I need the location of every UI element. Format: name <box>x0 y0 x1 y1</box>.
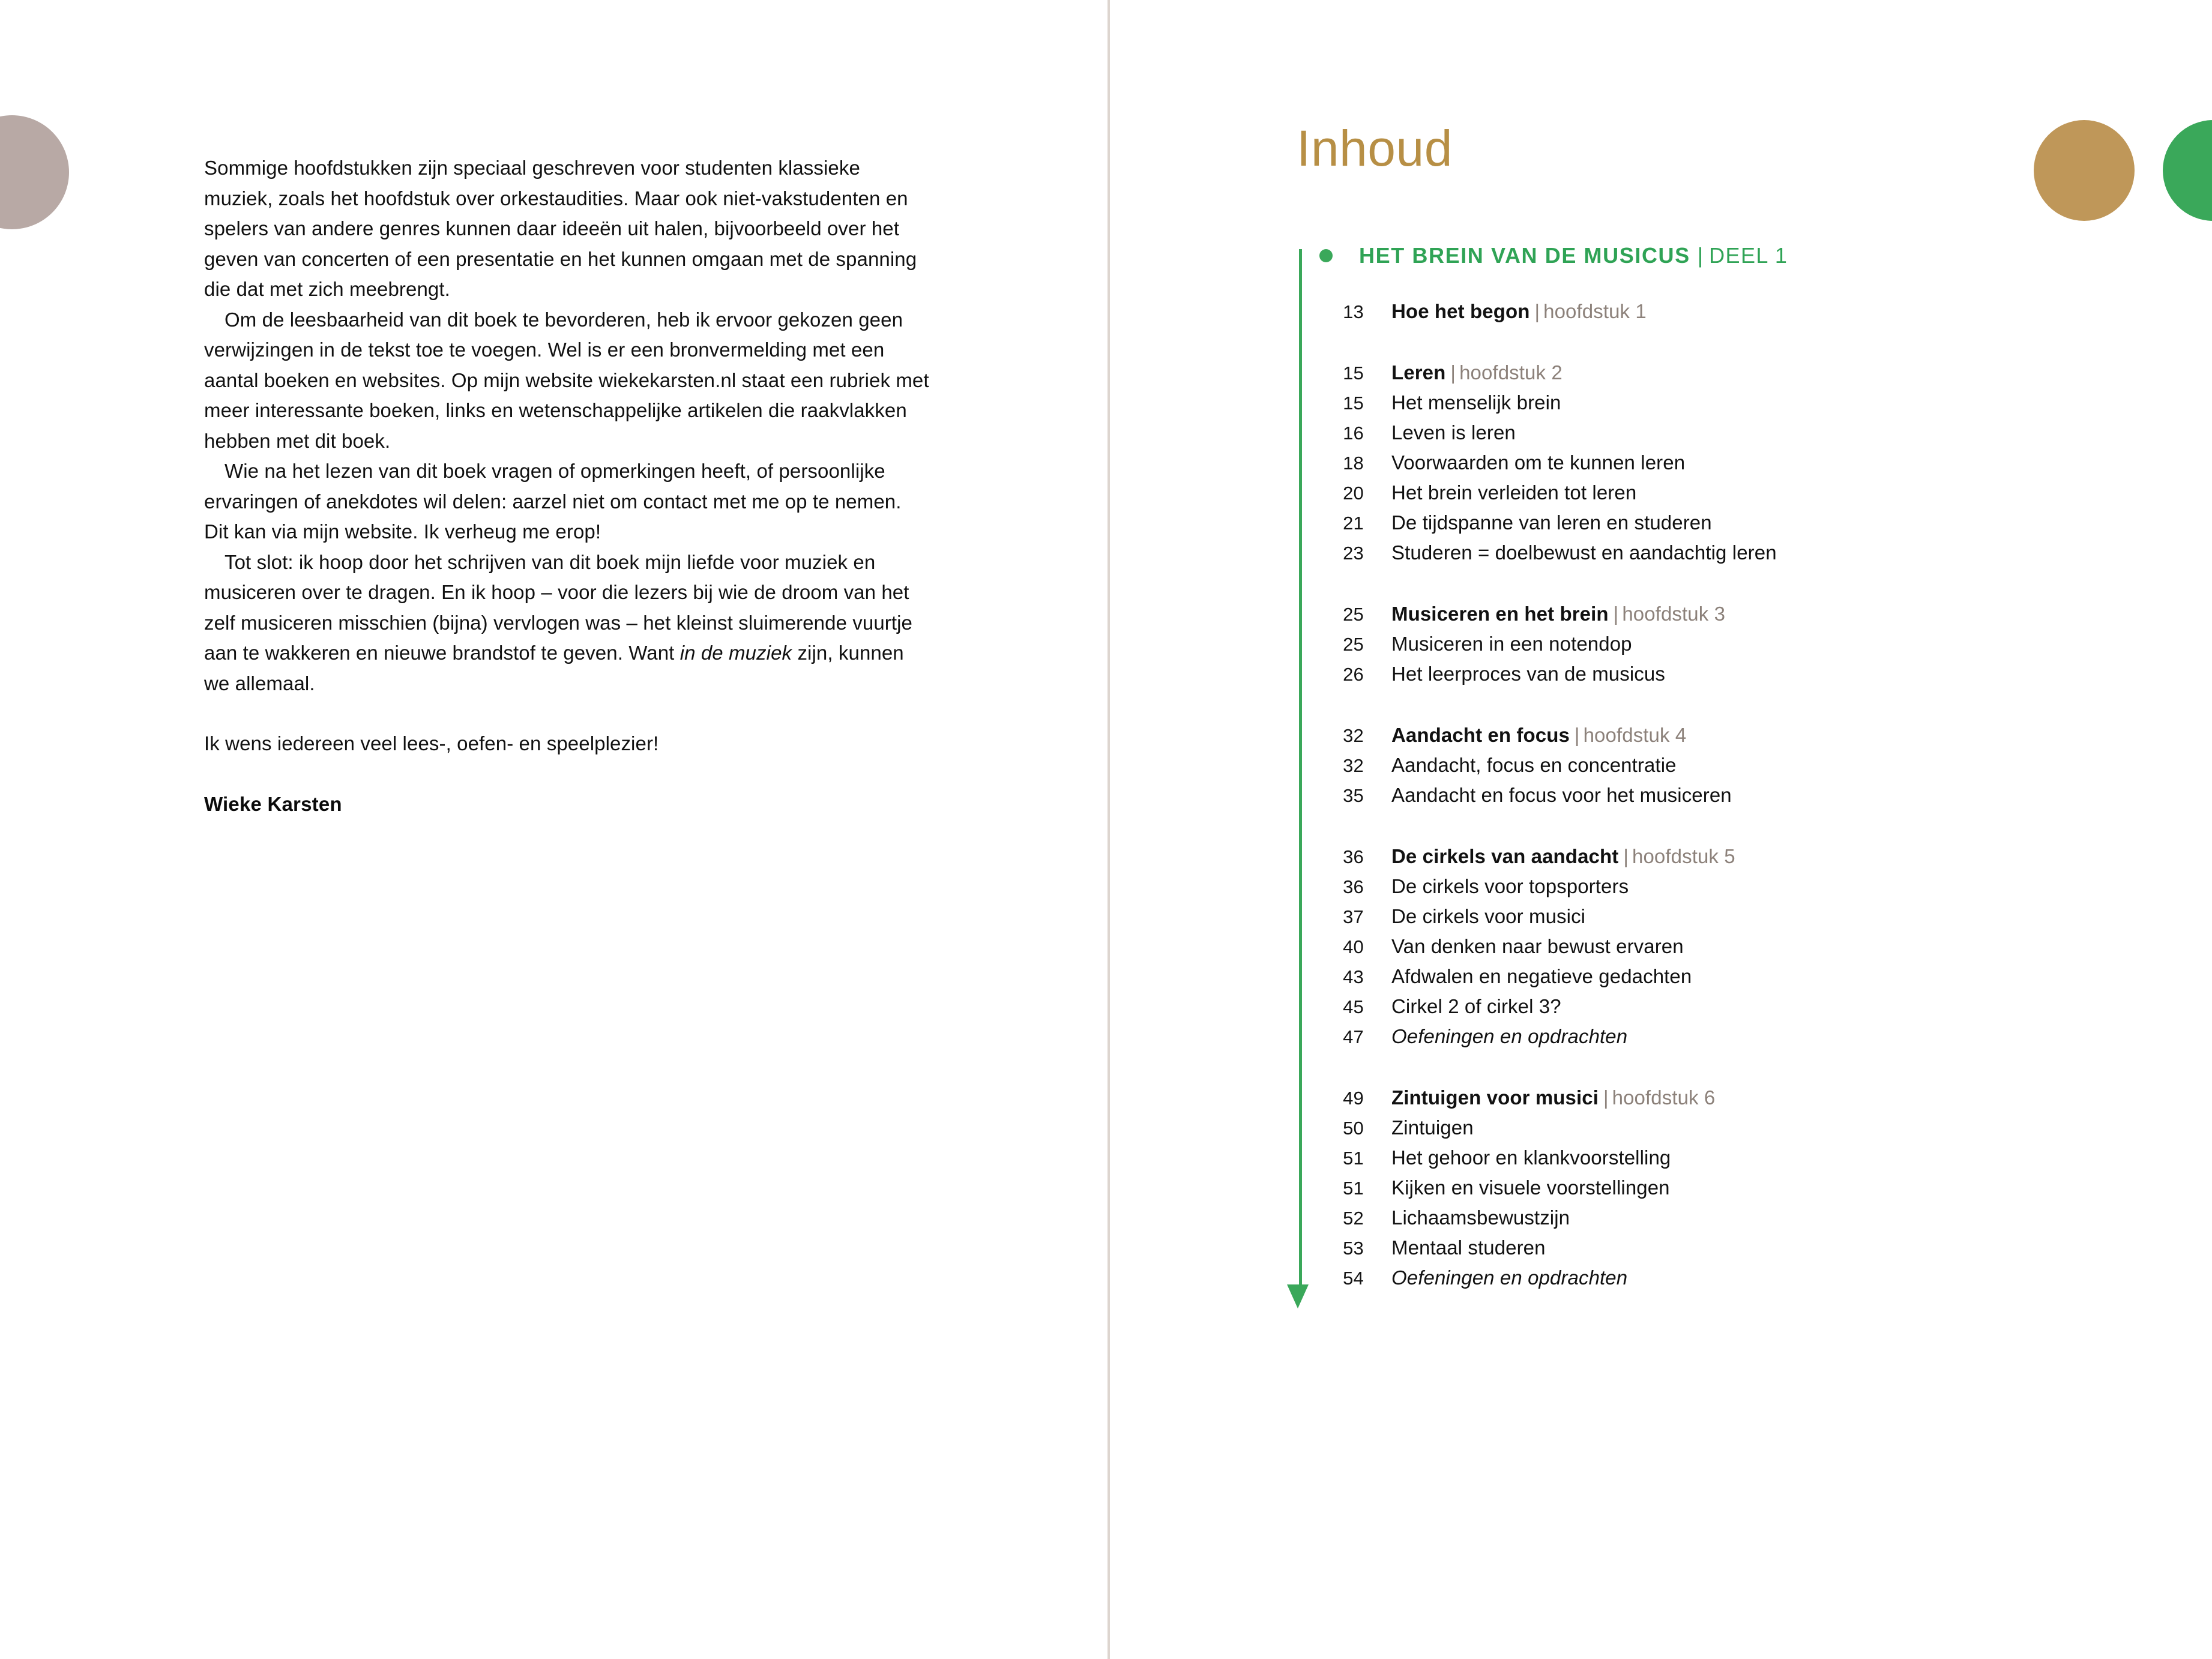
toc-entry-row[interactable] <box>1297 421 2101 451</box>
paragraph-4 <box>204 547 930 699</box>
toc-entry-label: Cirkel 2 of cirkel 3? <box>1391 995 1561 1017</box>
toc-suffix-text: hoofdstuk 6 <box>1612 1086 1716 1109</box>
toc-suffix-separator: | <box>1450 361 1456 384</box>
toc-entry-label: Voorwaarden om te kunnen leren <box>1391 451 1686 474</box>
toc-page-number: 15 <box>1343 363 1364 384</box>
toc-entry-label: Kijken en visuele voorstellingen <box>1391 1176 1670 1199</box>
toc-entry-row[interactable] <box>1297 784 2101 814</box>
toc-chapter-row[interactable] <box>1297 361 2101 391</box>
toc-suffix-separator: | <box>1534 300 1540 322</box>
toc-entry-label: Musiceren en het brein | hoofdstuk 3 <box>1391 603 1726 625</box>
toc-entry-label: Leven is leren <box>1391 421 1516 444</box>
toc-chapter-row[interactable] <box>1297 300 2101 330</box>
toc-entry-row[interactable] <box>1297 1266 2101 1296</box>
toc-suffix-text: hoofdstuk 5 <box>1632 845 1735 867</box>
toc-page-number: 49 <box>1343 1088 1364 1109</box>
toc-entry-label: Het menselijk brein <box>1391 391 1561 414</box>
toc-page-number: 53 <box>1343 1238 1364 1259</box>
toc-suffix-separator: | <box>1623 845 1629 867</box>
toc-group <box>1297 361 2101 571</box>
toc-suffix-text: hoofdstuk 2 <box>1459 361 1563 384</box>
toc-suffix-text: hoofdstuk 4 <box>1583 724 1687 746</box>
toc-entry-label: Lichaamsbewustzijn <box>1391 1206 1570 1229</box>
toc-chapter-suffix <box>1618 845 1735 867</box>
toc-entry-label: De cirkels voor musici <box>1391 905 1586 927</box>
toc-group <box>1297 1086 2101 1296</box>
toc-page-number: 52 <box>1343 1208 1364 1229</box>
toc-entry-label: Aandacht en focus | hoofdstuk 4 <box>1391 724 1687 746</box>
paragraph-4-italic-phrase: in de muziek <box>680 642 792 664</box>
toc-page-number: 18 <box>1343 453 1364 474</box>
decorative-circle-gold <box>2034 120 2135 221</box>
paragraph-3: Wie na het lezen van dit boek vragen of opmerkingen heeft, of persoonlijke ervaringen of anekdotes wil delen: aarzel niet om contact met me op te nemen. Dit kan via mijn website. Ik verheug me erop! <box>204 460 902 543</box>
paragraph-2: Om de leesbaarheid van dit boek te bevorderen, heb ik ervoor gekozen geen verwijzingen in de tekst toe te voegen. Wel is er een bronvermelding met een aantal boeken en websites. Op mijn website wiekekarsten.nl staat een rubriek met meer interessante boeken, links en wetenschappelijke artikelen die raakvlakken hebben met dit boek. <box>204 308 929 452</box>
toc-entry-row[interactable] <box>1297 875 2101 905</box>
toc-group <box>1297 724 2101 814</box>
toc-page-number: 47 <box>1343 1026 1364 1047</box>
toc-section-part: DEEL 1 <box>1709 243 1788 268</box>
toc-entry-label: De tijdspanne van leren en studeren <box>1391 511 1712 534</box>
toc-page-number: 32 <box>1343 725 1364 746</box>
closing-line: Ik wens iedereen veel lees-, oefen- en speelplezier! <box>204 732 659 754</box>
toc-page-number: 36 <box>1343 876 1364 897</box>
page-title: Inhoud <box>1297 120 1453 176</box>
toc-page-number: 25 <box>1343 634 1364 655</box>
toc-section-header <box>1297 243 1788 268</box>
toc-suffix-separator: | <box>1613 603 1619 625</box>
toc-suffix-separator: | <box>1603 1086 1609 1109</box>
toc-chapter-suffix <box>1445 361 1562 384</box>
toc-entry-label: Het gehoor en klankvoorstelling <box>1391 1146 1671 1169</box>
toc-list <box>1297 300 2101 1328</box>
toc-entry-label: Aandacht en focus voor het musiceren <box>1391 784 1732 806</box>
toc-entry-label: Van denken naar bewust ervaren <box>1391 935 1684 957</box>
toc-entry-label: Afdwalen en negatieve gedachten <box>1391 965 1692 987</box>
toc-entry-row[interactable] <box>1297 451 2101 481</box>
toc-entry-row[interactable] <box>1297 1116 2101 1146</box>
toc-entry-row[interactable] <box>1297 965 2101 995</box>
toc-chapter-row[interactable] <box>1297 1086 2101 1116</box>
toc-page-number: 51 <box>1343 1148 1364 1169</box>
toc-page-number: 51 <box>1343 1178 1364 1199</box>
paragraph-4-before: Tot slot: ik hoop door het schrijven van dit boek mijn liefde voor muziek en musiceren over te dragen. En ik hoop – voor die lezers bij wie de droom van het zelf musiceren misschien (bijna) vervlogen was – het kleinst sluimerende vuurtje aan te wakkeren en nieuwe brandstof te geven. Want <box>204 550 913 664</box>
toc-entry-label: Het brein verleiden tot leren <box>1391 481 1637 504</box>
toc-entry-row[interactable] <box>1297 995 2101 1025</box>
toc-page-number: 40 <box>1343 936 1364 957</box>
toc-chapter-row[interactable] <box>1297 603 2101 633</box>
toc-group <box>1297 300 2101 330</box>
toc-entry-label: Zintuigen <box>1391 1116 1474 1139</box>
toc-entry-label: Oefeningen en opdrachten <box>1391 1266 1628 1289</box>
toc-page-number: 23 <box>1343 543 1364 564</box>
toc-entry-row[interactable] <box>1297 1176 2101 1206</box>
toc-entry-row[interactable] <box>1297 481 2101 511</box>
toc-page-number: 20 <box>1343 483 1364 504</box>
toc-group <box>1297 845 2101 1055</box>
toc-entry-label: Zintuigen voor musici | hoofdstuk 6 <box>1391 1086 1716 1109</box>
toc-chapter-suffix <box>1599 1086 1715 1109</box>
toc-page-number: 16 <box>1343 423 1364 444</box>
toc-page-number: 37 <box>1343 906 1364 927</box>
toc-page-number: 36 <box>1343 846 1364 867</box>
toc-entry-label: Musiceren in een notendop <box>1391 633 1632 655</box>
decorative-circle-green <box>2163 120 2212 221</box>
toc-entry-row[interactable] <box>1297 511 2101 541</box>
toc-entry-row[interactable] <box>1297 541 2101 571</box>
page-gutter-divider <box>1108 0 1110 1659</box>
toc-entry-row[interactable] <box>1297 905 2101 935</box>
toc-page-number: 50 <box>1343 1118 1364 1139</box>
toc-entry-label: Mentaal studeren <box>1391 1236 1546 1259</box>
toc-entry-label: Oefeningen en opdrachten <box>1391 1025 1628 1047</box>
toc-entry-label: De cirkels voor topsporters <box>1391 875 1629 897</box>
left-page <box>204 153 930 819</box>
toc-page-number: 32 <box>1343 755 1364 776</box>
preface-body <box>204 153 930 759</box>
toc-entry-row[interactable] <box>1297 663 2101 693</box>
paragraph-4-after: zijn, kunnen we allemaal. <box>204 642 904 694</box>
toc-page-number: 21 <box>1343 513 1364 534</box>
toc-entry-label: Het leerproces van de musicus <box>1391 663 1665 685</box>
toc-page-number: 25 <box>1343 604 1364 625</box>
toc-page-number: 43 <box>1343 966 1364 987</box>
toc-page-number: 45 <box>1343 996 1364 1017</box>
toc-entry-row[interactable] <box>1297 391 2101 421</box>
toc-entry-row[interactable] <box>1297 935 2101 965</box>
toc-entry-label: Hoe het begon | hoofdstuk 1 <box>1391 300 1647 322</box>
toc-page-number: 13 <box>1343 301 1364 322</box>
decorative-circle-mauve <box>0 115 69 229</box>
toc-page-number: 15 <box>1343 393 1364 414</box>
bullet-dot-icon <box>1319 249 1333 262</box>
paragraph-1: Sommige hoofdstukken zijn speciaal geschreven voor studenten klassieke muziek, zoals het hoofdstuk over orkestaudities. Maar ook niet-vakstudenten en spelers van andere genres kunnen daar ideeën uit halen, bijvoorbeeld over het geven van concerten of een presentatie en het kunnen omgaan met de spanning die dat met zich meebrengt. <box>204 157 917 300</box>
toc-entry-row[interactable] <box>1297 1206 2101 1236</box>
toc-group <box>1297 603 2101 693</box>
toc-chapter-row[interactable] <box>1297 845 2101 875</box>
toc-page-number: 35 <box>1343 785 1364 806</box>
toc-entry-row[interactable] <box>1297 1236 2101 1266</box>
toc-entry-label: Aandacht, focus en concentratie <box>1391 754 1677 776</box>
toc-entry-label: De cirkels van aandacht | hoofdstuk 5 <box>1391 845 1735 867</box>
toc-chapter-suffix <box>1609 603 1725 625</box>
toc-suffix-text: hoofdstuk 1 <box>1543 300 1647 322</box>
toc-entry-row[interactable] <box>1297 1146 2101 1176</box>
author-signature: Wieke Karsten <box>204 792 342 815</box>
toc-entry-label: Leren | hoofdstuk 2 <box>1391 361 1563 384</box>
toc-entry-row[interactable] <box>1297 1025 2101 1055</box>
toc-chapter-suffix <box>1529 300 1646 322</box>
toc-chapter-suffix <box>1570 724 1686 746</box>
toc-page-number: 54 <box>1343 1268 1364 1289</box>
toc-page-number: 26 <box>1343 664 1364 685</box>
toc-entry-row[interactable] <box>1297 633 2101 663</box>
toc-chapter-row[interactable] <box>1297 724 2101 754</box>
toc-section-label: HET BREIN VAN DE MUSICUS <box>1359 243 1690 268</box>
toc-suffix-text: hoofdstuk 3 <box>1622 603 1726 625</box>
toc-suffix-separator: | <box>1574 724 1580 746</box>
toc-entry-label: Studeren = doelbewust en aandachtig leren <box>1391 541 1777 564</box>
toc-entry-row[interactable] <box>1297 754 2101 784</box>
toc-section-separator: | <box>1697 243 1704 268</box>
